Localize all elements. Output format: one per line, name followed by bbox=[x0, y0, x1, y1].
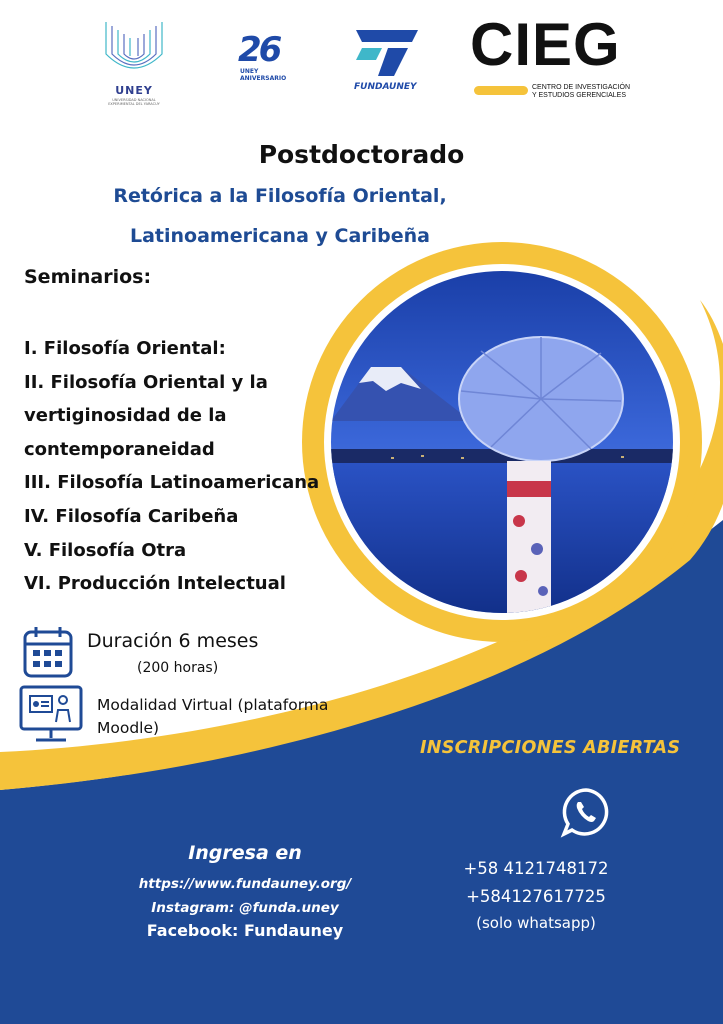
uney-logo bbox=[98, 18, 170, 110]
uney-emblem-icon bbox=[98, 18, 170, 84]
fundauney-logo bbox=[348, 24, 424, 96]
list-item: II. Filosofía Oriental y la bbox=[24, 371, 268, 393]
inscripciones-abiertas-text: INSCRIPCIONES ABIERTAS bbox=[420, 738, 681, 758]
list-item: V. Filosofía Otra bbox=[24, 539, 187, 561]
aniversario-text bbox=[240, 68, 286, 82]
cieg-logo-name: CIEG bbox=[470, 11, 621, 78]
calendar-icon bbox=[22, 624, 74, 680]
fundauney-logo-name: FUNDAUNEY bbox=[354, 82, 417, 92]
cieg-logo bbox=[470, 11, 650, 108]
seminars-list bbox=[24, 332, 324, 601]
monitor-presentation-icon bbox=[18, 684, 84, 746]
cieg-logo-bar bbox=[474, 86, 528, 95]
instagram-link[interactable]: Instagram: @funda.uney bbox=[151, 900, 339, 916]
phone-number-1[interactable]: +58 4121748172 bbox=[463, 859, 609, 878]
japan-umbrella-photo bbox=[331, 271, 673, 613]
list-item: VI. Producción Intelectual bbox=[24, 573, 286, 595]
aniversario-logo bbox=[232, 30, 294, 86]
list-item: IV. Filosofía Caribeña bbox=[24, 505, 239, 527]
list-item: vertiginosidad de la bbox=[24, 405, 227, 427]
page-title: Postdoctorado bbox=[258, 140, 465, 169]
cieg-logo-subtitle bbox=[532, 84, 630, 100]
ingresa-heading: Ingresa en bbox=[188, 842, 302, 864]
phone-number-2[interactable]: +584127617725 bbox=[466, 887, 606, 906]
cieg-line2: Y ESTUDIOS GERENCIALES bbox=[532, 92, 627, 99]
website-link[interactable]: https://www.fundauney.org/ bbox=[138, 876, 352, 892]
fundauney-emblem-icon bbox=[348, 24, 424, 80]
phone-note: (solo whatsapp) bbox=[476, 914, 596, 932]
uney-logo-subtitle: UNIVERSIDAD NACIONAL EXPERIMENTAL DEL YARACUY bbox=[108, 98, 160, 106]
aniversario-line1: UNEY bbox=[240, 68, 259, 75]
hours-text: (200 horas) bbox=[137, 660, 219, 676]
uney-logo-name: UNEY bbox=[115, 84, 153, 97]
subtitle-line2: Latinoamericana y Caribeña bbox=[129, 225, 431, 247]
facebook-link[interactable]: Facebook: Fundauney bbox=[146, 921, 344, 940]
list-item: III. Filosofía Latinoamericana bbox=[24, 472, 320, 494]
duration-text: Duración 6 meses bbox=[87, 630, 259, 652]
list-item: contemporaneidad bbox=[24, 438, 215, 460]
modality-text: Modalidad Virtual (plataforma Moodle) bbox=[97, 696, 329, 737]
subtitle-line1: Retórica a la Filosofía Oriental, bbox=[113, 185, 447, 207]
aniversario-number: 26 bbox=[238, 30, 280, 70]
whatsapp-icon bbox=[560, 786, 612, 838]
list-item: I. Filosofía Oriental: bbox=[24, 338, 226, 359]
cieg-line1: CENTRO DE INVESTIGACIÓN bbox=[532, 84, 631, 91]
aniversario-line2: ANIVERSARIO bbox=[240, 75, 287, 82]
seminars-heading: Seminarios: bbox=[24, 266, 152, 288]
